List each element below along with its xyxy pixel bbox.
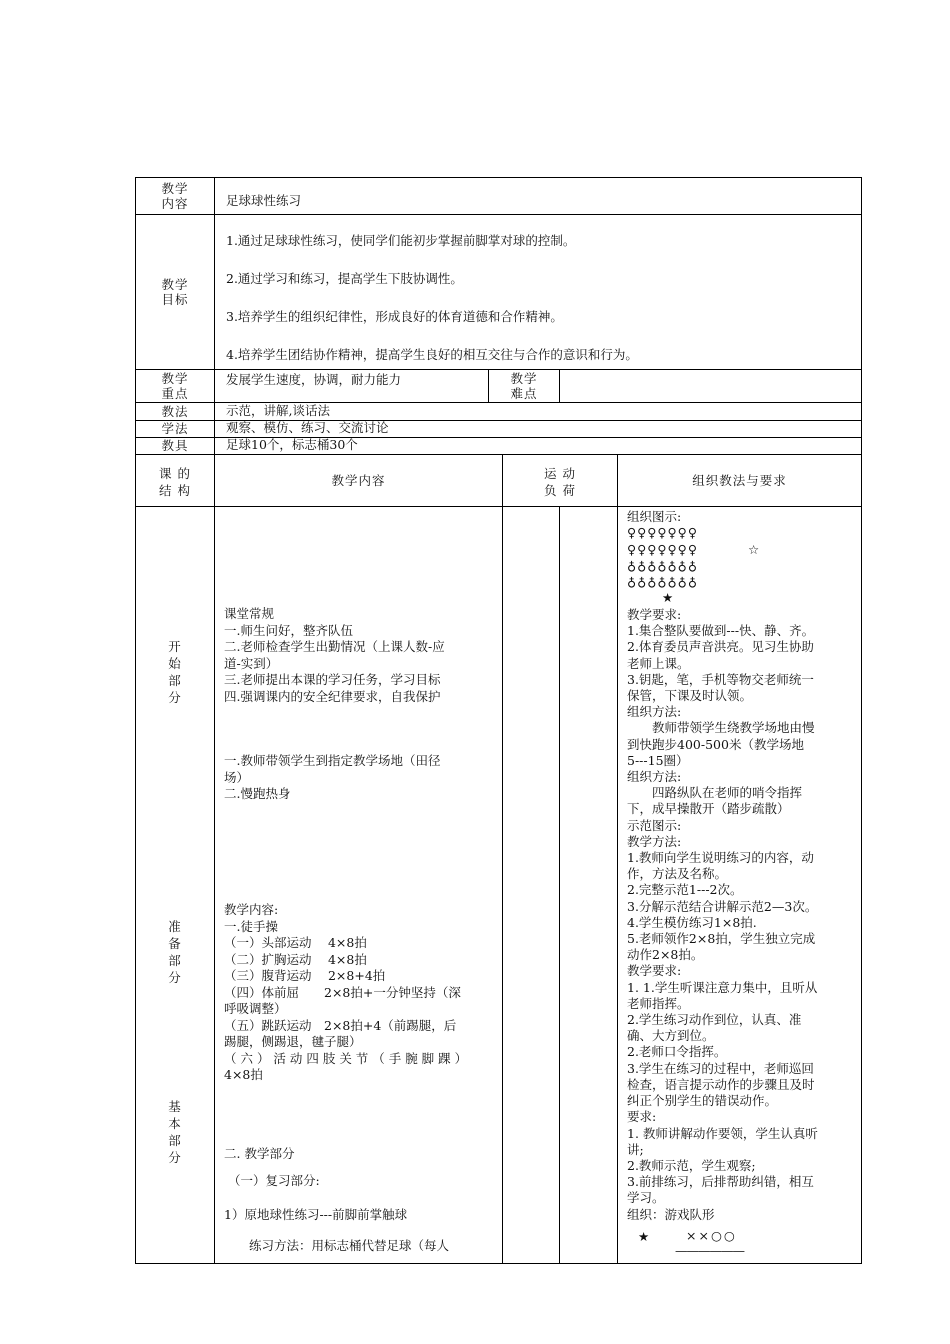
row-divider	[135, 506, 862, 507]
method-value: 示范，讲解,谈话法	[226, 403, 330, 418]
section-basic: 基 本 部 分	[168, 1099, 182, 1165]
solid-star-icon: ★	[662, 590, 674, 605]
content-header: 教学内容	[331, 473, 386, 488]
study-value: 观察、模仿、练习、交流讨论	[226, 420, 389, 435]
objective-item: 2.通过学习和练习，提高学生下肢协调性。	[226, 271, 463, 286]
label-column-divider	[214, 177, 215, 1263]
game-baseline: ——————	[675, 1243, 744, 1258]
key-difficult-divider	[559, 369, 560, 402]
formation-row: ♁♁♁♁♁♁♁	[627, 558, 698, 573]
method-text-block: 教学要求: 1.集合整队要做到---快、静、齐。 2.体育委员声音洪亮。见习生协助 老师上课。 3.钥匙，笔，手机等物交老师统一 保管，下课及时认领。 组织方法: 教师带领学生绕教学场地由慢 到快跑步400-500米（教学场地 5---15圈） 组织方法: 四路纵队在老师的哨令指挥 下，成早操散开（踏步疏散） 示范图示: 教学方法: 1.教师向学生说明练习的内容，动 作，方法及名称。 2.完整示范1---2次。 3.分解示范结合讲解示范2—3次。 4.学生模仿练习1×8拍. 5.老师领作2×8拍，学生独立完成 动作2×8拍。 教学要求: 1. 1.学生听课注意力集中，且听从 老师指挥。 2.学生练习动作到位，认真、准 确、大方到位。 2.老师口令指挥。 3.学生在练习的过程中，老师巡回 检查，语言提示动作的步骤且及时 纠正个别学生的错误动作。 要求: 1. 教师讲解动作要领，学生认真听 讲; 2.教师示范，学生观察; 3.前排练习，后排帮助纠错，相互 学习。 组织：游戏队形	[627, 607, 818, 1222]
teaching-line: （一）复习部分:	[228, 1173, 320, 1188]
table-top-border	[135, 177, 862, 178]
load-inner-divider	[559, 506, 560, 1263]
method-header: 组织教法与要求	[692, 473, 787, 488]
game-formation-row: ××○○	[686, 1228, 737, 1243]
teaching-line: 二. 教学部分	[224, 1146, 295, 1161]
exercise-block: 教学内容: 一.徒手操 （一）头部运动 4×8拍 （二）扩胸运动 4×8拍 （三）腹背运动 2×8+4拍 （四）体前屈 2×8拍+一分钟坚持（深 呼吸调整） （五）跳跃运动 2×8拍+4（前踢腿，后 踢腿，侧踢退，毽子腿） （ 六 ） 活 动 四 肢 关 节 （ 手 腕 脚 踝 ） 4×8拍	[224, 902, 468, 1082]
key-label: 教学 重点	[161, 371, 189, 401]
tools-label: 教具	[161, 438, 189, 453]
content-label: 教学 内容	[161, 181, 189, 211]
row-divider	[135, 369, 862, 370]
table-bottom-border	[135, 1263, 862, 1264]
section-start: 开 始 部 分	[168, 639, 182, 705]
load-method-divider	[617, 454, 618, 1263]
formation-row: ♀♀♀♀♀♀♀	[627, 525, 698, 540]
game-star-icon: ★	[638, 1229, 650, 1244]
objectives-label: 教学 目标	[161, 277, 189, 307]
row-divider	[135, 214, 862, 215]
row-divider	[135, 454, 862, 455]
routine-block: 课堂常规 一.师生问好，整齐队伍 二.老师检查学生出勤情况（上课人数-应 道-实到） 三.老师提出本课的学习任务，学习目标 四.强调课内的安全纪律要求，自我保护	[224, 606, 445, 704]
teaching-line: 练习方法：用标志桶代替足球（每人	[224, 1238, 450, 1253]
formation-row: ♀♀♀♀♀♀♀	[627, 542, 698, 557]
teaching-line: 1）原地球性练习---前脚前掌触球	[224, 1207, 408, 1222]
content-value: 足球球性练习	[226, 193, 302, 208]
objective-item: 4.培养学生团结协作精神，提高学生良好的相互交往与合作的意识和行为。	[226, 347, 638, 362]
study-label: 学法	[161, 421, 189, 436]
section-prepare: 准 备 部 分	[168, 919, 182, 985]
content-load-divider	[502, 454, 503, 1263]
method-label: 教法	[161, 404, 189, 419]
key-value: 发展学生速度，协调，耐力能力	[226, 372, 402, 387]
tools-value: 足球10个，标志桶30个	[226, 437, 358, 452]
structure-header: 课 的 结 构	[159, 466, 191, 498]
warmup-block: 一.教师带领学生到指定教学场地（田径 场） 二.慢跑热身	[224, 753, 441, 801]
formation-row: ♁♁♁♁♁♁♁	[627, 574, 698, 589]
load-header: 运 动 负 荷	[544, 466, 576, 498]
difficult-label: 教学 难点	[510, 371, 538, 401]
org-title: 组织图示:	[627, 509, 682, 524]
objective-item: 3.培养学生的组织纪律性，形成良好的体育道德和合作精神。	[226, 309, 563, 324]
table-right-border	[861, 177, 862, 1263]
hollow-star-icon: ☆	[748, 542, 760, 557]
objective-item: 1.通过足球球性练习，使同学们能初步掌握前脚掌对球的控制。	[226, 233, 576, 248]
